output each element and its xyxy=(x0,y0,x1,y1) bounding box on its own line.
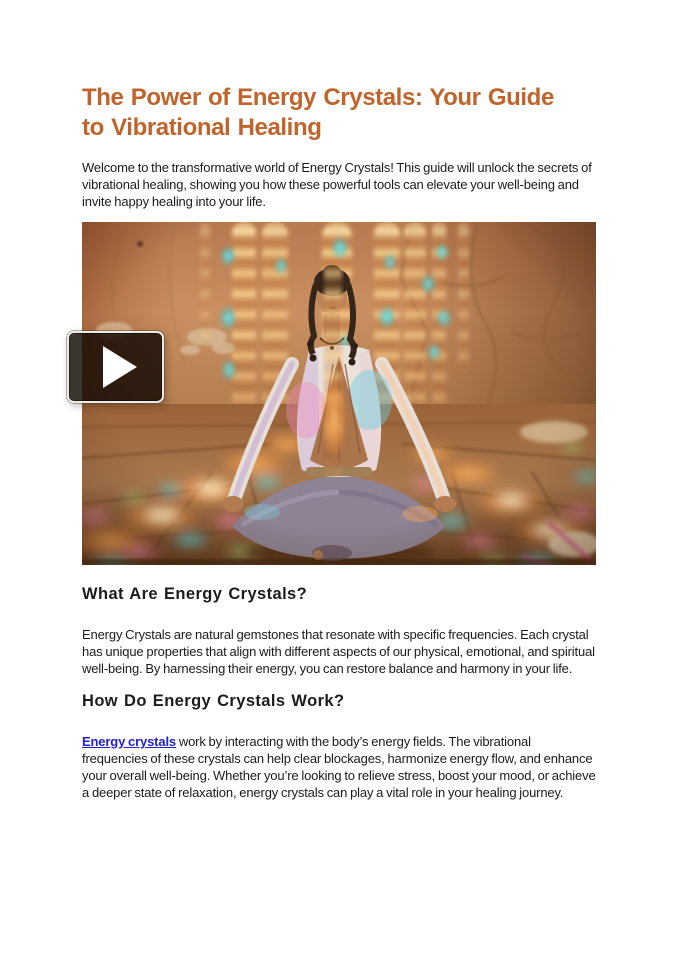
intro-paragraph: Welcome to the transformative world of Energy Crystals! This guide will unlock the secrets of vibrational healing, showing you how these powerful tools can elevate your well-being and invite happy healing into your life. xyxy=(82,160,592,209)
play-button[interactable] xyxy=(67,331,164,403)
page-title xyxy=(82,83,596,143)
page-title-line2: to Vibrational Healing xyxy=(82,114,322,141)
energy-crystals-link[interactable]: Energy crystals xyxy=(82,734,176,749)
section-heading-how-work: How Do Energy Crystals Work? xyxy=(82,692,345,710)
article xyxy=(82,0,596,801)
section-what-are xyxy=(82,585,596,677)
section-paragraph-what-are: Energy Crystals are natural gemstones that resonate with specific frequencies. Each crystal has unique properties that align with different aspects of our physical, emotional, and spiritual well-being. By harnessing their energy, you can restore balance and harmony in your life. xyxy=(82,627,595,676)
video-embed[interactable] xyxy=(82,222,596,565)
photo-bottom-edge xyxy=(82,559,596,565)
section-how-work xyxy=(82,692,596,801)
page-title-line1: The Power of Energy Crystals: Your Guide xyxy=(82,84,554,111)
play-icon xyxy=(103,346,137,388)
section-heading-what-are: What Are Energy Crystals? xyxy=(82,585,308,603)
section-paragraph-how-work-text: work by interacting with the body’s energy fields. The vibrational frequencies of these crystals can help clear blockages, harmonize energy flow, and enhance your overall well-being. Whether you’re looking to relieve stress, boost your mood, or achieve a deeper state of relaxation, energy crystals can play a vital role in your healing journey. xyxy=(82,734,596,800)
section-paragraph-how-work xyxy=(82,733,596,801)
